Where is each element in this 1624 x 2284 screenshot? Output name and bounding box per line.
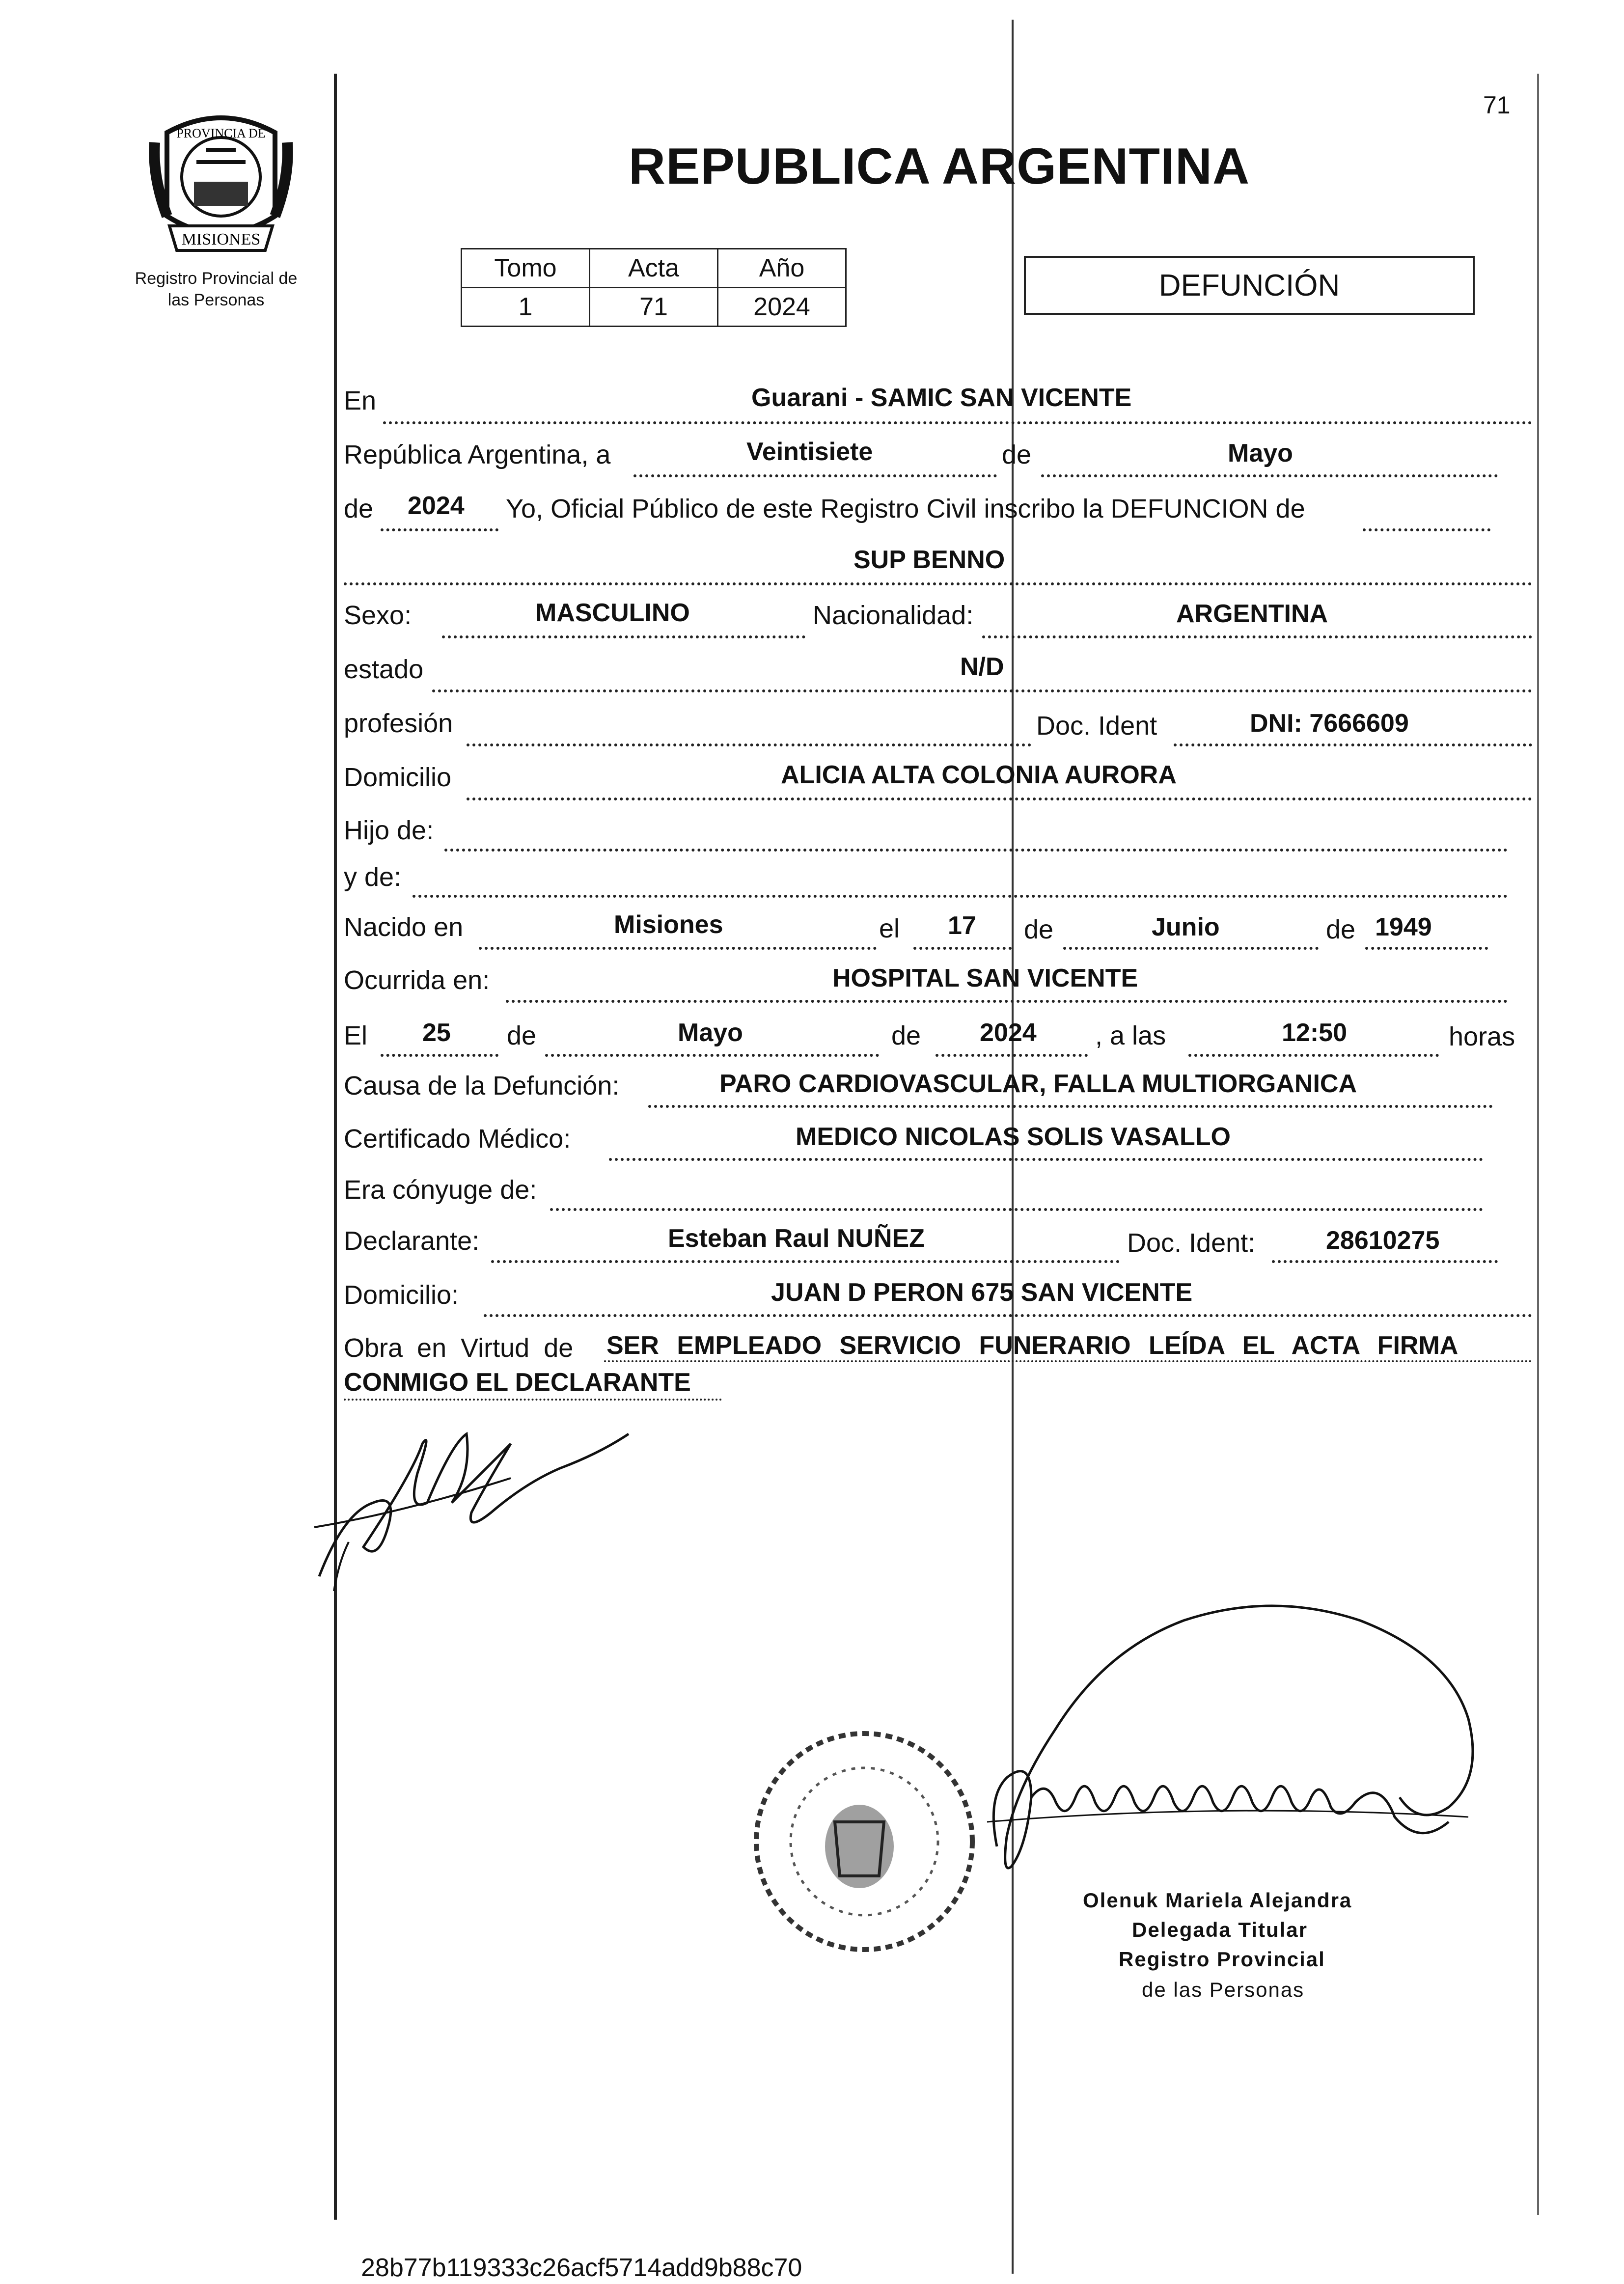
certificado-label: Certificado Médico: bbox=[344, 1124, 571, 1154]
stamp-line3: Registro Provincial bbox=[1119, 1948, 1325, 1971]
doc-ident2-dotted-line bbox=[1272, 1260, 1498, 1263]
causa-dotted-line bbox=[648, 1105, 1493, 1108]
certificado-dotted-line bbox=[609, 1158, 1483, 1161]
year-de-label: de bbox=[344, 494, 374, 523]
en-label: En bbox=[344, 386, 377, 415]
estado-dotted-line bbox=[432, 689, 1532, 692]
official-seal bbox=[737, 1714, 992, 1969]
birth-year-dotted-line bbox=[1365, 947, 1488, 950]
day-value: Veintisiete bbox=[746, 438, 873, 466]
birth-year-de-label: de bbox=[1326, 915, 1356, 944]
el-label: el bbox=[879, 914, 900, 943]
record-table-value-row bbox=[462, 288, 846, 327]
nacionalidad-value: ARGENTINA bbox=[1176, 600, 1328, 628]
registry-label-line2: las Personas bbox=[167, 291, 265, 309]
document-hash: 28b77b119333c26acf5714add9b88c70 bbox=[361, 2254, 802, 2282]
obra-label: Obra en Virtud de bbox=[344, 1333, 574, 1363]
doc-ident2-value: 28610275 bbox=[1326, 1226, 1440, 1255]
death-time: 12:50 bbox=[1282, 1018, 1347, 1047]
declarante-dotted-line bbox=[491, 1260, 1120, 1263]
obra-value-line1: SER EMPLEADO SERVICIO FUNERARIO LEÍDA EL ACTA FIRMA bbox=[606, 1331, 1459, 1360]
month-value: Mayo bbox=[1228, 439, 1293, 468]
tomo-header: Tomo bbox=[462, 249, 590, 288]
declarante-value: Esteban Raul NUÑEZ bbox=[668, 1224, 925, 1253]
ano-value: 2024 bbox=[718, 288, 846, 327]
yo-text: Yo, Oficial Público de este Registro Civil inscribo la DEFUNCION de bbox=[506, 494, 1305, 523]
ocurrida-value: HOSPITAL SAN VICENTE bbox=[832, 964, 1138, 992]
death-year: 2024 bbox=[980, 1018, 1037, 1047]
stamp-line4: de las Personas bbox=[1142, 1978, 1305, 2001]
conyuge-label: Era cónyuge de: bbox=[344, 1175, 537, 1205]
nacido-value: Misiones bbox=[614, 910, 723, 939]
svg-text:PROVINCIA DE: PROVINCIA DE bbox=[176, 126, 266, 140]
domicilio-value: ALICIA ALTA COLONIA AURORA bbox=[781, 761, 1177, 789]
death-month: Mayo bbox=[678, 1018, 743, 1047]
nacido-dotted-line bbox=[479, 947, 877, 950]
death-month-de-label: de bbox=[507, 1021, 537, 1050]
doc-ident-value: DNI: 7666609 bbox=[1250, 709, 1409, 738]
obra-underline-2 bbox=[344, 1399, 722, 1401]
month-de-label: de bbox=[1002, 440, 1032, 469]
domicilio-dotted-line bbox=[467, 798, 1532, 800]
en-value: Guarani - SAMIC SAN VICENTE bbox=[751, 384, 1132, 412]
republica-label: República Argentina, a bbox=[344, 440, 611, 469]
day-dotted-line bbox=[633, 474, 997, 477]
horas-label: horas bbox=[1449, 1022, 1515, 1051]
left-margin-line bbox=[334, 74, 337, 2220]
en-dotted-line bbox=[383, 421, 1532, 424]
obra-underline-1 bbox=[604, 1360, 1532, 1362]
sexo-dotted-line bbox=[442, 635, 805, 638]
stamp-line2: Delegada Titular bbox=[1132, 1918, 1308, 1941]
record-table bbox=[461, 248, 847, 327]
birth-month: Junio bbox=[1152, 913, 1220, 941]
birth-year: 1949 bbox=[1375, 913, 1432, 941]
yo-dotted-line bbox=[1363, 528, 1490, 531]
alas-label: , a las bbox=[1095, 1021, 1166, 1050]
causa-label: Causa de la Defunción: bbox=[344, 1071, 620, 1101]
causa-value: PARO CARDIOVASCULAR, FALLA MULTIORGANICA bbox=[719, 1070, 1357, 1098]
acta-header: Acta bbox=[590, 249, 718, 288]
declarante-label: Declarante: bbox=[344, 1226, 480, 1256]
ano-header: Año bbox=[718, 249, 846, 288]
obra-value-line2: CONMIGO EL DECLARANTE bbox=[344, 1368, 691, 1397]
death-day: 25 bbox=[422, 1018, 451, 1047]
stamp-line1: Olenuk Mariela Alejandra bbox=[1083, 1889, 1352, 1912]
yde-label: y de: bbox=[344, 862, 402, 892]
domicilio2-dotted-line bbox=[484, 1314, 1532, 1317]
conyuge-dotted-line bbox=[550, 1208, 1483, 1211]
sexo-label: Sexo: bbox=[344, 601, 412, 630]
ocurrida-label: Ocurrida en: bbox=[344, 965, 490, 995]
domicilio-label: Domicilio bbox=[344, 763, 452, 792]
nacionalidad-label: Nacionalidad: bbox=[813, 601, 974, 630]
birth-month-dotted-line bbox=[1063, 947, 1319, 950]
registry-label bbox=[108, 268, 324, 311]
domicilio2-label: Domicilio: bbox=[344, 1280, 459, 1310]
deceased-name: SUP BENNO bbox=[853, 546, 1005, 574]
right-margin-line bbox=[1537, 74, 1539, 2215]
page-title: REPUBLICA ARGENTINA bbox=[629, 138, 1250, 195]
tomo-value: 1 bbox=[462, 288, 590, 327]
page-number: 71 bbox=[1483, 91, 1511, 119]
birth-day-dotted-line bbox=[913, 947, 1012, 950]
death-year-de-label: de bbox=[891, 1021, 921, 1050]
sexo-value: MASCULINO bbox=[535, 599, 690, 627]
nacido-label: Nacido en bbox=[344, 912, 464, 942]
el-cap-label: El bbox=[344, 1021, 368, 1050]
record-type-box bbox=[1024, 256, 1475, 315]
birth-day: 17 bbox=[948, 911, 976, 940]
death-time-dotted-line bbox=[1188, 1054, 1439, 1057]
death-day-dotted-line bbox=[381, 1054, 498, 1057]
svg-text:MISIONES: MISIONES bbox=[181, 230, 261, 248]
certificado-value: MEDICO NICOLAS SOLIS VASALLO bbox=[796, 1123, 1231, 1151]
province-crest-logo bbox=[147, 103, 295, 265]
hijo-dotted-line bbox=[444, 849, 1508, 852]
name-dotted-line bbox=[344, 582, 1532, 585]
yde-dotted-line bbox=[413, 895, 1508, 898]
doc-ident2-label: Doc. Ident: bbox=[1127, 1228, 1256, 1258]
nacionalidad-dotted-line bbox=[982, 635, 1532, 638]
year-dotted-line bbox=[381, 528, 498, 531]
birth-month-de-label: de bbox=[1024, 915, 1054, 944]
month-dotted-line bbox=[1041, 474, 1498, 477]
ocurrida-dotted-line bbox=[506, 1000, 1508, 1003]
death-year-dotted-line bbox=[936, 1054, 1088, 1057]
death-month-dotted-line bbox=[545, 1054, 879, 1057]
registry-label-line1: Registro Provincial de bbox=[135, 269, 298, 288]
estado-value: N/D bbox=[960, 653, 1004, 681]
official-signature bbox=[977, 1591, 1517, 1896]
estado-label: estado bbox=[344, 655, 424, 684]
record-table-header-row bbox=[462, 249, 846, 288]
profesion-label: profesión bbox=[344, 709, 453, 738]
year-value: 2024 bbox=[408, 492, 465, 520]
domicilio2-value: JUAN D PERON 675 SAN VICENTE bbox=[771, 1278, 1193, 1307]
doc-ident-label: Doc. Ident bbox=[1036, 711, 1157, 741]
acta-value: 71 bbox=[590, 288, 718, 327]
record-type: DEFUNCIÓN bbox=[1158, 268, 1340, 303]
doc-ident-dotted-line bbox=[1174, 743, 1532, 746]
hijo-label: Hijo de: bbox=[344, 816, 434, 845]
profesion-dotted-line bbox=[467, 743, 1031, 746]
declarant-signature bbox=[304, 1414, 638, 1601]
